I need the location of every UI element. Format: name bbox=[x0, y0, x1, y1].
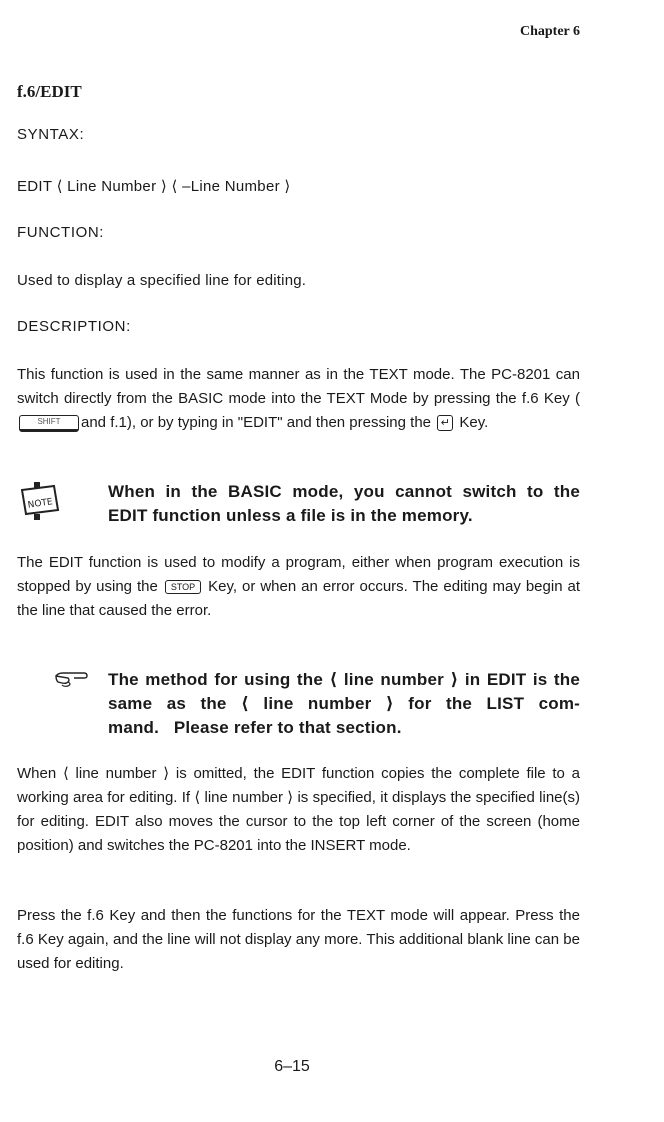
note-block-2 bbox=[108, 668, 580, 740]
note1-line2: EDIT function unless a file is in the memory. bbox=[108, 506, 473, 525]
function-value: Used to display a specified line for editing. bbox=[17, 272, 307, 289]
pointing-hand-icon bbox=[54, 670, 90, 690]
section-title: f.6/EDIT bbox=[17, 82, 82, 101]
description-paragraph bbox=[17, 363, 580, 435]
note2-line3: mand. Please refer to that section. bbox=[108, 718, 402, 737]
function-label: FUNCTION: bbox=[17, 224, 105, 241]
para2-text-b: Key, or when an error occurs. The editing may begin at the line that caused the error. bbox=[17, 578, 581, 619]
note2-line1: The method for using the ⟨ line number ⟩ in EDIT is the bbox=[108, 670, 580, 689]
note-block-1 bbox=[108, 480, 580, 528]
syntax-value: EDIT ⟨ Line Number ⟩ ⟨ –Line Number ⟩ bbox=[17, 178, 291, 195]
return-key-icon: ↵ bbox=[437, 415, 453, 431]
note2-line2: same as the ⟨ line number ⟩ for the LIST com- bbox=[108, 694, 580, 713]
note1-line1: When in the BASIC mode, you cannot switch to the bbox=[108, 482, 580, 501]
description-text-a: This function is used in the same manner as in the TEXT mode. The PC-8201 can switch directly from the BASIC mode into the TEXT Mode by pressing the f.6 Key ( bbox=[17, 366, 580, 407]
description-text-b: and f.1), or by typing in "EDIT" and then pressing the bbox=[81, 414, 432, 431]
stop-key-icon: STOP bbox=[165, 580, 201, 594]
description-label: DESCRIPTION: bbox=[17, 318, 131, 335]
page-number: 6–15 bbox=[274, 1058, 310, 1075]
edit-function-paragraph bbox=[17, 551, 580, 623]
description-text-c: Key. bbox=[459, 414, 489, 431]
note-icon-text: NOTE bbox=[27, 497, 54, 511]
chapter-header: Chapter 6 bbox=[519, 24, 580, 39]
f6-key-paragraph: Press the f.6 Key and then the functions for the TEXT mode will appear. Press the f.6 Key again, and the line will not display any more. This additional blank line can be used for editing. bbox=[17, 907, 580, 972]
note-icon bbox=[20, 480, 68, 522]
para2-text-a: The EDIT function is used to modify a program, either when program execution is stopped by using the bbox=[17, 554, 580, 595]
shift-key-icon: SHIFT bbox=[19, 415, 79, 432]
line-number-paragraph: When ⟨ line number ⟩ is omitted, the EDIT function copies the complete file to a working area for editing. If ⟨ line number ⟩ is specified, it displays the specified line(s) for editing. EDIT also moves the cursor to the top left corner of the screen (home position) and switches the PC-8201 into the INSERT mode. bbox=[17, 765, 580, 854]
syntax-label: SYNTAX: bbox=[17, 126, 85, 143]
